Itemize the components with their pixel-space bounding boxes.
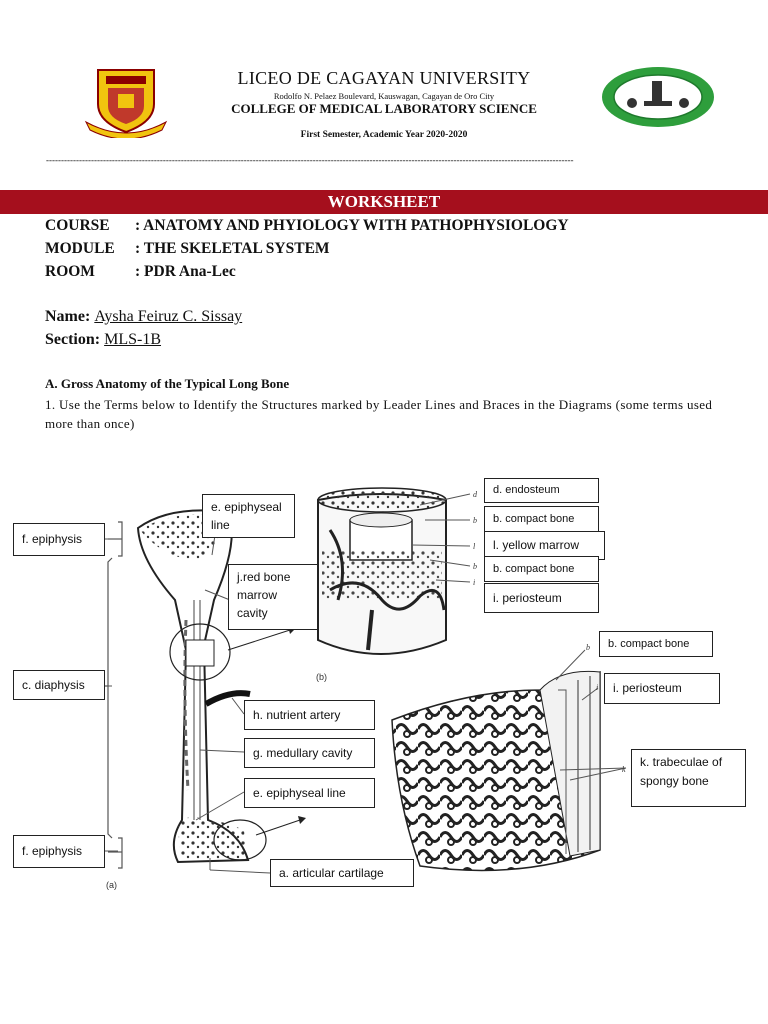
room-value: : PDR Ana-Lec	[135, 263, 236, 280]
fig-letter-b1: b	[473, 516, 477, 525]
fig-letter-i2: i	[596, 683, 599, 692]
fig-letter-b2: b	[473, 562, 477, 571]
label-compact-bone-1: b. compact bone	[484, 506, 599, 532]
section-a-instruction: 1. Use the Terms below to Identify the Structures marked by Leader Lines and Braces in the Diagrams (some terms used more than once)	[45, 397, 713, 431]
module-key: MODULE	[45, 240, 115, 257]
section-row	[45, 331, 161, 349]
name-key: Name:	[45, 308, 91, 325]
label-f-epiphysis-bottom: f. epiphysis	[13, 835, 105, 868]
label-endosteum: d. endosteum	[484, 478, 599, 503]
room-key: ROOM	[45, 263, 95, 280]
label-periosteum-1: i. periosteum	[484, 583, 599, 613]
course-key: COURSE	[45, 217, 110, 234]
section-key: Section:	[45, 331, 101, 348]
fig-letter-k: k	[622, 765, 626, 774]
section-value: MLS-1B	[104, 331, 162, 348]
course-row	[45, 217, 569, 235]
label-red-bone-marrow: j.red bone marrow cavity	[228, 564, 318, 630]
spongy-bone-wedge-drawing	[392, 671, 600, 870]
name-row	[45, 308, 242, 326]
module-value: : THE SKELETAL SYSTEM	[135, 240, 330, 257]
label-medullary-cavity: g. medullary cavity	[244, 738, 375, 768]
braces	[104, 522, 122, 868]
bone-cylinder-drawing	[318, 488, 446, 654]
header-divider: --------------------------------------------------------------------------------------------------------------------------------------------------------------------------------	[46, 155, 574, 165]
right-seal-icon	[600, 65, 716, 129]
label-c-diaphysis: c. diaphysis	[13, 670, 105, 700]
label-epiphyseal-line-bottom: e. epiphyseal line	[244, 778, 375, 808]
fig-letter-d: d	[473, 490, 477, 499]
label-nutrient-artery: h. nutrient artery	[244, 700, 375, 730]
fig-b-letter: (b)	[316, 672, 327, 682]
label-trabeculae: k. trabeculae of spongy bone	[631, 749, 746, 807]
fig-letter-b3: b	[586, 643, 590, 652]
fig-letter-i1: i	[473, 578, 476, 587]
fig-a-letter: (a)	[106, 880, 117, 890]
label-compact-bone-2: b. compact bone	[484, 556, 599, 582]
course-value: : ANATOMY AND PHYIOLOGY WITH PATHOPHYSIOLOGY	[135, 217, 569, 234]
label-articular-cartilage: a. articular cartilage	[270, 859, 414, 887]
worksheet-banner	[0, 190, 768, 214]
worksheet-title: WORKSHEET	[327, 192, 441, 211]
label-f-epiphysis-top: f. epiphysis	[13, 523, 105, 556]
label-compact-bone-3: b. compact bone	[599, 631, 713, 657]
semester: First Semester, Academic Year 2020-2020	[300, 130, 468, 140]
module-row	[45, 240, 330, 258]
label-periosteum-2: i. periosteum	[604, 673, 720, 704]
university-address: Rodolfo N. Pelaez Boulevard, Kauswagan, Cagayan de Oro City	[273, 91, 495, 101]
college-name: COLLEGE OF MEDICAL LABORATORY SCIENCE	[231, 101, 537, 116]
section-a-heading: A. Gross Anatomy of the Typical Long Bone	[45, 376, 290, 391]
room-row	[45, 263, 236, 281]
label-yellow-marrow: l. yellow marrow	[484, 531, 605, 560]
label-epiphyseal-line-top: e. epiphyseal line	[202, 494, 295, 538]
name-value: Aysha Feiruz C. Sissay	[94, 308, 243, 325]
fig-letter-l: l	[473, 542, 476, 551]
university-name: LICEO DE CAGAYAN UNIVERSITY	[237, 68, 531, 88]
